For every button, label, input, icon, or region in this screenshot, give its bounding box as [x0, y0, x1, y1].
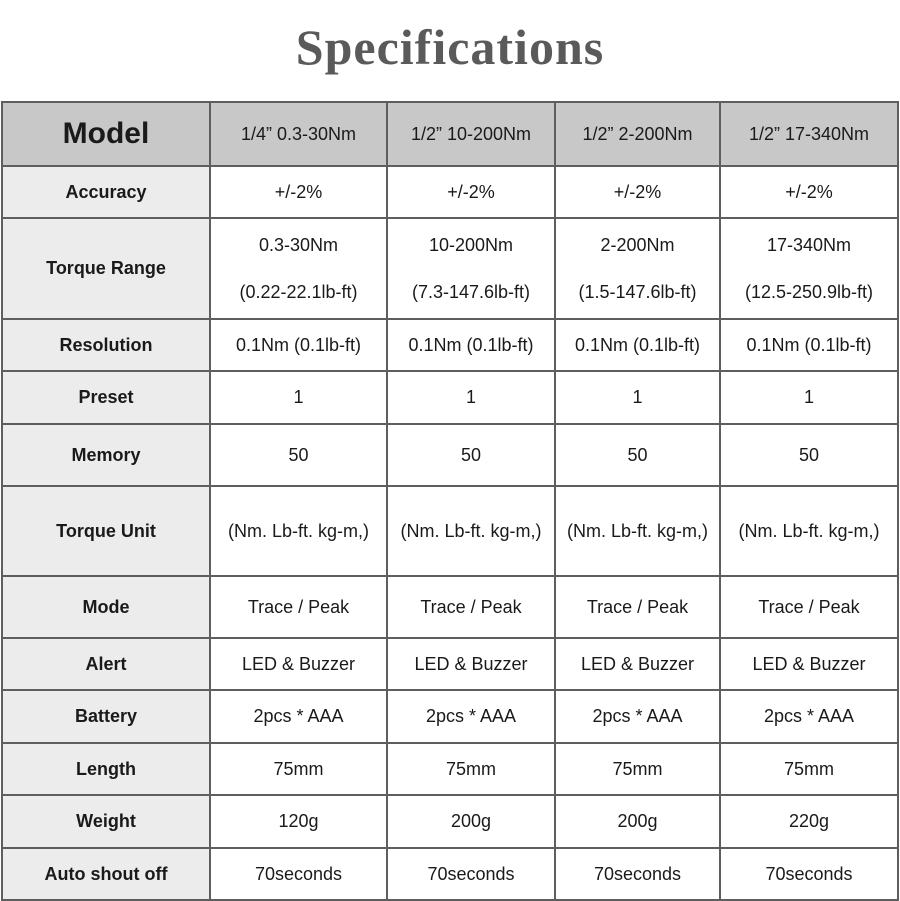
- table-cell: 200g: [555, 795, 720, 848]
- model-header: Model: [2, 102, 210, 166]
- table-cell: Trace / Peak: [555, 576, 720, 638]
- cell-line: (1.5-147.6lb-ft): [578, 281, 697, 302]
- row-label: Mode: [2, 576, 210, 638]
- table-cell: 50: [555, 424, 720, 486]
- row-label: Memory: [2, 424, 210, 486]
- table-cell: LED & Buzzer: [555, 638, 720, 690]
- table-cell: LED & Buzzer: [720, 638, 898, 690]
- table-cell: 70seconds: [387, 848, 555, 900]
- specifications-table: [1, 101, 899, 901]
- table-cell: 0.1Nm (0.1lb-ft): [387, 319, 555, 371]
- table-cell: 2pcs * AAA: [387, 690, 555, 743]
- page-title: Specifications: [295, 19, 605, 75]
- model-name: 1/2” 17-340Nm: [720, 102, 898, 166]
- table-cell: Trace / Peak: [387, 576, 555, 638]
- table-cell: +/-2%: [210, 166, 387, 218]
- table-cell: 1: [387, 371, 555, 424]
- table-cell: Trace / Peak: [210, 576, 387, 638]
- cell-line: (7.3-147.6lb-ft): [411, 281, 531, 302]
- table-cell: [210, 218, 387, 319]
- table-row: [2, 486, 898, 576]
- model-name: 1/4” 0.3-30Nm: [210, 102, 387, 166]
- table-cell: [720, 218, 898, 319]
- table-cell: LED & Buzzer: [210, 638, 387, 690]
- row-label: Alert: [2, 638, 210, 690]
- table-row: [2, 848, 898, 900]
- table-cell: (Nm. Lb-ft. kg-m,): [555, 486, 720, 576]
- table-cell: +/-2%: [555, 166, 720, 218]
- cell-line: (12.5-250.9lb-ft): [744, 281, 874, 302]
- cell-line: (0.22-22.1lb-ft): [239, 281, 358, 302]
- table-cell: [555, 218, 720, 319]
- model-name: 1/2” 10-200Nm: [387, 102, 555, 166]
- table-cell: [387, 218, 555, 319]
- row-label: Auto shout off: [2, 848, 210, 900]
- table-cell: 1: [720, 371, 898, 424]
- table-cell: 1: [210, 371, 387, 424]
- table-cell: 0.1Nm (0.1lb-ft): [720, 319, 898, 371]
- table-cell: 75mm: [387, 743, 555, 795]
- table-cell: LED & Buzzer: [387, 638, 555, 690]
- table-cell: 120g: [210, 795, 387, 848]
- row-label: Length: [2, 743, 210, 795]
- table-cell: 2pcs * AAA: [555, 690, 720, 743]
- table-cell: 220g: [720, 795, 898, 848]
- row-label: Torque Unit: [2, 486, 210, 576]
- table-cell: 50: [210, 424, 387, 486]
- table-row: [2, 319, 898, 371]
- cell-line: 10-200Nm: [428, 234, 514, 255]
- row-label: Accuracy: [2, 166, 210, 218]
- cell-line: 2-200Nm: [600, 234, 675, 255]
- table-cell: (Nm. Lb-ft. kg-m,): [387, 486, 555, 576]
- cell-line: 0.3-30Nm: [258, 234, 339, 255]
- table-cell: 0.1Nm (0.1lb-ft): [555, 319, 720, 371]
- table-row: [2, 218, 898, 319]
- table-cell: 75mm: [720, 743, 898, 795]
- cell-line: 17-340Nm: [766, 234, 852, 255]
- table-cell: 70seconds: [210, 848, 387, 900]
- model-name: 1/2” 2-200Nm: [555, 102, 720, 166]
- table-cell: Trace / Peak: [720, 576, 898, 638]
- table-row: [2, 424, 898, 486]
- row-label: Weight: [2, 795, 210, 848]
- table-cell: 0.1Nm (0.1lb-ft): [210, 319, 387, 371]
- table-row: [2, 743, 898, 795]
- table-row: [2, 638, 898, 690]
- table-cell: 70seconds: [555, 848, 720, 900]
- header-row: [2, 102, 898, 166]
- table-cell: 75mm: [210, 743, 387, 795]
- table-cell: (Nm. Lb-ft. kg-m,): [720, 486, 898, 576]
- table-row: [2, 690, 898, 743]
- table-cell: 200g: [387, 795, 555, 848]
- table-cell: 70seconds: [720, 848, 898, 900]
- table-cell: (Nm. Lb-ft. kg-m,): [210, 486, 387, 576]
- table-cell: 50: [720, 424, 898, 486]
- row-label: Preset: [2, 371, 210, 424]
- row-label: Resolution: [2, 319, 210, 371]
- row-label: Battery: [2, 690, 210, 743]
- table-cell: +/-2%: [387, 166, 555, 218]
- table-cell: +/-2%: [720, 166, 898, 218]
- table-cell: 50: [387, 424, 555, 486]
- table-row: [2, 371, 898, 424]
- table-cell: 75mm: [555, 743, 720, 795]
- table-row: [2, 576, 898, 638]
- table-cell: 1: [555, 371, 720, 424]
- table-cell: 2pcs * AAA: [720, 690, 898, 743]
- row-label: Torque Range: [2, 218, 210, 319]
- table-row: [2, 166, 898, 218]
- table-cell: 2pcs * AAA: [210, 690, 387, 743]
- table-row: [2, 795, 898, 848]
